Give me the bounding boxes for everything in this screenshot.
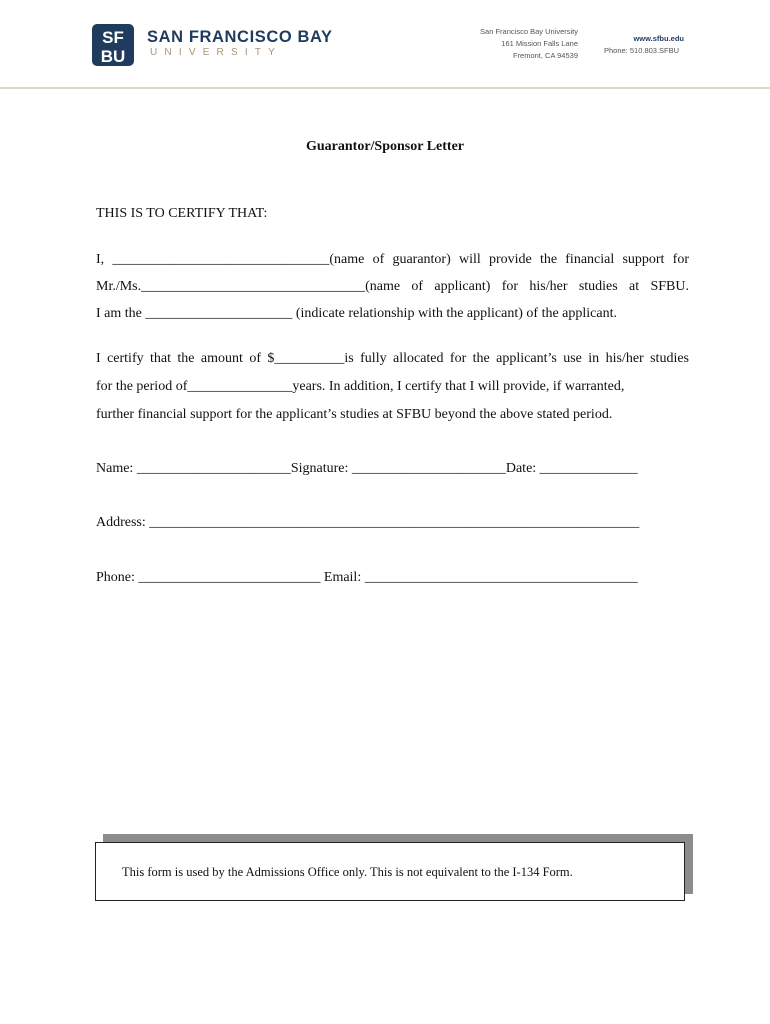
further-support-line: further financial support for the applicant’s studies at SFBU beyond the above stated period. [96, 407, 613, 422]
address-line: 161 Mission Falls Lane [501, 39, 578, 48]
phone-email-line: Phone: __________________________ Email: _______________________________________ [96, 570, 638, 585]
university-subtitle: UNIVERSITY [150, 47, 283, 58]
name-signature-date-line: Name: ______________________Signature: ______________________Date: ______________ [96, 461, 638, 476]
period-line: for the period of_______________years. In addition, I certify that I will provide, if warranted, [96, 379, 625, 394]
guarantor-line: I, _______________________________(name of guarantor) will provide the financial support for [96, 252, 689, 267]
address-line: San Francisco Bay University [480, 27, 578, 36]
university-logo-icon [92, 24, 134, 66]
university-address [480, 26, 578, 62]
website-link[interactable]: www.sfbu.edu [633, 34, 684, 43]
svg-text:BU: BU [100, 47, 126, 66]
svg-text:SF: SF [102, 28, 124, 47]
address-line: Fremont, CA 94539 [512, 51, 578, 60]
relationship-line: I am the _____________________ (indicate relationship with the applicant) of the applicant. [96, 306, 617, 321]
notice-box [95, 842, 685, 901]
address-field-line: Address: ______________________________________________________________________ [96, 515, 640, 530]
university-contact [604, 33, 684, 57]
applicant-line: Mr./Ms.________________________________(name of applicant) for his/her studies at SFBU. [96, 279, 689, 294]
phone-number: Phone: 510.803.SFBU [604, 46, 680, 55]
page-title: Guarantor/Sponsor Letter [305, 139, 464, 154]
letterhead [0, 0, 770, 88]
notice-text: This form is used by the Admissions Office only. This is not equivalent to the I-134 Form. [122, 865, 573, 879]
letterhead-divider [0, 87, 770, 89]
certify-heading: THIS IS TO CERTIFY THAT: [96, 206, 268, 221]
amount-line: I certify that the amount of $__________is fully allocated for the applicant’s use in his/her studies [96, 351, 689, 366]
university-name: SAN FRANCISCO BAY [147, 28, 333, 46]
